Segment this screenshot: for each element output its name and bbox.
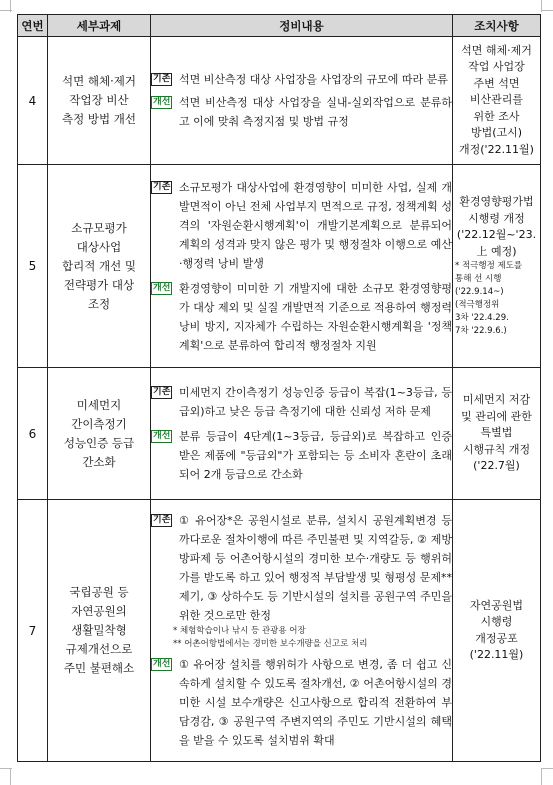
action-line: 시행규칙 개정 [462, 442, 531, 456]
before-paragraph [151, 511, 452, 625]
after-tag: 개선 [153, 97, 171, 107]
action-line: 작업 사업장 [468, 60, 525, 74]
row-task [48, 37, 151, 165]
before-paragraph [151, 70, 452, 89]
before-paragraph [151, 178, 452, 273]
row-content [151, 500, 453, 762]
task-line: 국립공원 등 [69, 585, 129, 599]
after-paragraph [151, 93, 452, 131]
task-line: 조정 [87, 296, 111, 311]
action-line: 비산관리를 [469, 93, 524, 107]
task-line: 석면 해체·제거 [62, 74, 136, 88]
before-text: ① 유어장*은 공원시설로 분류, 설치시 공원계획변경 등 까다로운 절차이행에 따른 주민불편 및 지역갈등, ② 제방 방파제 등 어촌어항시설의 경미한 보수·개량도 등 행위허가를 받도록 하고 있어 행정적 부담발생 및 형평성 문제**제기, ③ 상하수도 등 기반시설의 설치를 공원구역 주민을 위한 것으로만 한정 [179, 514, 452, 622]
row-task [48, 500, 151, 762]
row-number: 5 [18, 165, 48, 368]
table-header-row [18, 15, 541, 37]
action-note: 통해 선 시행 [455, 274, 502, 284]
action-line: 환경영향평가법 [459, 195, 534, 208]
table-row [18, 368, 541, 500]
before-text: 석면 비산측정 대상 사업장을 사업장의 규모에 따라 분류 [179, 73, 448, 86]
row-content [151, 37, 453, 165]
task-line: 작업장 비산 [69, 93, 129, 107]
task-line: 간이측정기 [71, 416, 127, 431]
after-text: 석면 비산측정 대상 사업장을 실내-실외작업으로 분류하고 이에 맞춰 측정지점 및 방법 규정 [179, 96, 452, 128]
crop-mark [0, 10, 12, 11]
action-line: 개정('22.11월) [459, 142, 534, 156]
task-line: 주민 불편해소 [63, 661, 135, 675]
row-number: 7 [18, 500, 48, 762]
action-line: 시행령 개정 [468, 211, 525, 225]
row-action [453, 368, 541, 500]
action-line: 석면 해체·제거 [461, 43, 532, 57]
task-line: 합리적 개선 및 [62, 258, 136, 273]
crop-mark [541, 10, 553, 11]
table-row [18, 165, 541, 368]
header-task: 세부과제 [48, 15, 151, 37]
regulation-table [17, 14, 541, 762]
action-line: 미세먼지 저감 [462, 393, 531, 407]
table-row [18, 37, 541, 165]
row-content [151, 368, 453, 500]
action-line: 주변 석면 [473, 76, 520, 90]
action-line: ('22.12월~'23. [456, 228, 537, 241]
action-line: 자연공원법 [469, 598, 524, 612]
after-tag: 개선 [153, 659, 171, 669]
action-line: 방법(고시) [470, 126, 523, 140]
task-line: 미세먼지 [76, 397, 122, 412]
before-paragraph [151, 383, 452, 421]
header-no: 연번 [18, 15, 48, 37]
after-tag: 개선 [153, 282, 171, 293]
action-note: 7차 '22.9.6.) [455, 326, 507, 336]
header-action: 조치사항 [453, 15, 541, 37]
before-tag: 기존 [153, 74, 171, 84]
after-paragraph [151, 655, 452, 750]
row-number: 4 [18, 37, 48, 165]
action-note: 3차 '22.4.29. [455, 313, 509, 323]
task-line: 전략평가 대상 [63, 277, 135, 292]
crop-mark [541, 768, 553, 769]
action-line: 위한 조사 [473, 109, 520, 123]
action-line: 특별법 [480, 426, 513, 440]
task-line: 자연공원의 [71, 604, 127, 618]
before-text: 미세먼지 간이측정기 성능인증 등급이 복잡(1~3등급, 등급외)하고 낮은 등급 측정기에 대한 신뢰성 저하 문제 [179, 386, 452, 418]
action-note: (적극행정위 [455, 300, 500, 310]
row-action [453, 500, 541, 762]
header-content: 정비내용 [151, 15, 453, 37]
footnote: ** 어촌어항법에서는 경미한 보수개량을 신고로 처리 [173, 639, 368, 649]
action-note: * 적극행정 제도를 [455, 261, 523, 271]
action-line: 개정공포 [475, 631, 518, 645]
task-line: 생활밀착형 [71, 623, 127, 637]
row-task [48, 368, 151, 500]
crop-mark [10, 768, 11, 785]
task-line: 규제개선으로 [65, 642, 133, 656]
row-number: 6 [18, 368, 48, 500]
task-line: 성능인증 등급 [63, 435, 135, 450]
action-line: ('22.11월) [469, 648, 524, 661]
before-tag: 기존 [153, 181, 171, 192]
before-tag: 기존 [153, 515, 171, 525]
after-paragraph [151, 427, 452, 484]
action-line: ('22.7월) [473, 459, 520, 473]
task-line: 대상사업 [76, 239, 122, 254]
after-text: 환경영향이 미미한 기 개발지에 대한 소규모 환경영향평가 대상 제외 및 실질 개발면적 기준으로 적용하여 행정력 낭비 방지, 지자체가 수립하는 자원순환시행계획을 '정책계획'으로 분류하여 합리적 행정절차 지원 [179, 281, 452, 352]
after-text: 분류 등급이 4단계(1~3등급, 등급외)로 복잡하고 인증 받은 제품에 "등급외"가 포함되는 등 소비자 혼란이 초래되어 2개 등급으로 간소화 [179, 430, 452, 481]
after-text: ① 유어장 설치를 행위허가 사항으로 변경, 좀 더 쉽고 신속하게 설치할 수 있도록 절차개선, ② 어촌어항시설의 경미한 시설 보수개량은 신고사항으로 합리적 전환하여 부담경감, ③ 공원구역 주변지역의 주민도 기반시설의 혜택을 받을 수 있도록 설치범위 확대 [179, 658, 452, 747]
action-line: 上 예정) [476, 244, 517, 258]
action-line: 시행령 [480, 615, 513, 628]
row-action [453, 37, 541, 165]
crop-mark [0, 768, 12, 769]
task-line: 간소화 [82, 454, 116, 469]
row-task [48, 165, 151, 368]
after-tag: 개선 [153, 431, 171, 441]
row-content [151, 165, 453, 368]
after-paragraph [151, 279, 452, 355]
task-line: 소규모평가 [71, 220, 127, 235]
before-tag: 기존 [153, 387, 171, 397]
crop-mark [541, 768, 542, 785]
task-line: 측정 방법 개선 [62, 112, 136, 126]
before-text: 소규모평가 대상사업에 환경영향이 미미한 사업, 실제 개발면적이 아닌 전체 사업부지 면적으로 규정, 정책계획 성격의 '자원순환시행계획'이 개발기본계획으로 분류되어 계획의 성격과 맞지 않은 평가 및 행정절차 이행으로 예산·행정력 낭비 발생 [179, 180, 452, 270]
footnote: * 체험학습이나 낚시 등 관광용 어장 [173, 626, 306, 636]
table-row [18, 500, 541, 762]
action-note: ('22.9.14~) [455, 287, 504, 297]
row-action [453, 165, 541, 368]
action-line: 및 관리에 관한 [461, 409, 532, 423]
